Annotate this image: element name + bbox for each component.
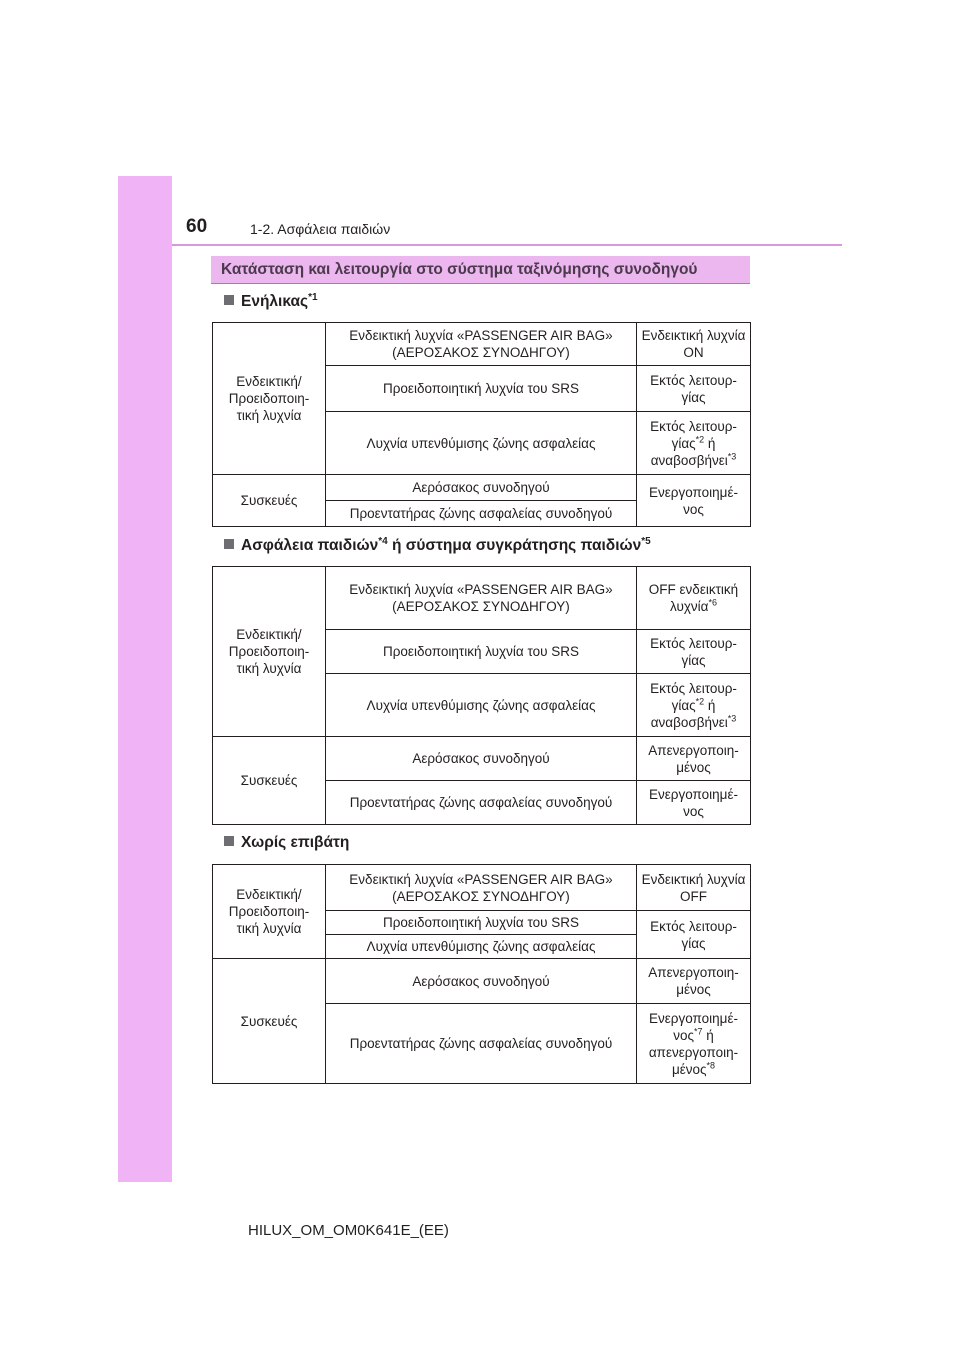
item-cell: Αερόσακος συνοδηγού (326, 475, 637, 501)
status-table-no-passenger (212, 864, 751, 1084)
group-label-devices: Συσκευές (213, 959, 326, 1084)
section-title: 1-2. Ασφάλεια παιδιών (250, 221, 391, 237)
table-row (213, 323, 751, 366)
footnote-marker: *3 (727, 713, 737, 723)
group-label-indicators: Ενδεικτική/ Προειδοποιη- τική λυχνία (213, 865, 326, 959)
header-divider (172, 244, 842, 246)
item-cell: Προεντατήρας ζώνης ασφαλείας συνοδηγού (326, 781, 637, 825)
state-text: αναβοσβήνει (650, 714, 728, 730)
state-cell: Ενδεικτική λυχνία OFF (637, 865, 751, 911)
item-cell: Αερόσακος συνοδηγού (326, 959, 637, 1004)
table-row (213, 865, 751, 911)
item-cell: Λυχνία υπενθύμισης ζώνης ασφαλείας (326, 412, 637, 475)
item-cell: Ενδεικτική λυχνία «PASSENGER AIR BAG» (ΑΕΡΟΣΑΚΟΣ ΣΥΝΟΔΗΓΟΥ) (326, 865, 637, 911)
group-label-devices: Συσκευές (213, 475, 326, 527)
table-row (213, 959, 751, 1004)
item-cell: Ενδεικτική λυχνία «PASSENGER AIR BAG» (ΑΕΡΟΣΑΚΟΣ ΣΥΝΟΔΗΓΟΥ) (326, 323, 637, 366)
footnote-marker: *5 (641, 536, 651, 547)
state-text: απενεργοποιη- μένος (648, 1044, 739, 1077)
item-cell: Λυχνία υπενθύμισης ζώνης ασφαλείας (326, 935, 637, 959)
item-cell: Αερόσακος συνοδηγού (326, 737, 637, 781)
state-text: OFF ενδεικτική λυχνία (648, 582, 739, 614)
table-row (213, 737, 751, 781)
subheading-text: ή σύστημα συγκράτησης παιδιών (387, 537, 642, 555)
square-bullet-icon (224, 539, 234, 549)
footnote-marker: *7 (693, 1026, 703, 1036)
subheading-child (224, 536, 651, 555)
state-text: Εκτός λειτουρ- γίας (650, 680, 737, 713)
status-table-adult (212, 322, 751, 527)
item-cell: Ενδεικτική λυχνία «PASSENGER AIR BAG» (ΑΕΡΟΣΑΚΟΣ ΣΥΝΟΔΗΓΟΥ) (326, 567, 637, 630)
or-text: ή (702, 1027, 714, 1043)
state-text: Εκτός λειτουρ- γίας (650, 418, 737, 451)
or-text: ή (704, 697, 716, 713)
state-cell (637, 412, 751, 475)
item-cell: Προειδοποιητική λυχνία του SRS (326, 366, 637, 412)
or-text: ή (704, 435, 716, 451)
item-cell: Λυχνία υπενθύμισης ζώνης ασφαλείας (326, 674, 637, 737)
subheading-text: Ενήλικας (241, 293, 309, 311)
group-label-indicators: Ενδεικτική/ Προειδοποιη- τική λυχνία (213, 323, 326, 475)
item-cell: Προειδοποιητική λυχνία του SRS (326, 630, 637, 674)
state-cell: Εκτός λειτουρ- γίας (637, 366, 751, 412)
footnote-marker: *4 (378, 536, 388, 547)
footnote-marker: *1 (308, 292, 318, 303)
group-label-devices: Συσκευές (213, 737, 326, 825)
state-cell: Ενδεικτική λυχνία ON (637, 323, 751, 366)
page-number: 60 (186, 216, 208, 237)
state-cell: Εκτός λειτουρ- γίας (637, 630, 751, 674)
state-cell (637, 567, 751, 630)
square-bullet-icon (224, 836, 234, 846)
state-cell: Ενεργοποιημέ- νος (637, 781, 751, 825)
item-cell: Προεντατήρας ζώνης ασφαλείας συνοδηγού (326, 1004, 637, 1084)
footnote-marker: *6 (708, 597, 717, 608)
subheading-text: Ασφάλεια παιδιών (241, 537, 379, 555)
item-cell: Προειδοποιητική λυχνία του SRS (326, 911, 637, 935)
state-cell: Απενεργοποιη- μένος (637, 737, 751, 781)
state-cell (637, 674, 751, 737)
status-table-child (212, 566, 751, 825)
state-text: Ενεργοποιημέ- νος (649, 1010, 738, 1043)
section-banner: Κατάσταση και λειτουργία στο σύστημα ταξινόμησης συνοδηγού (211, 256, 750, 284)
subheading-text: Χωρίς επιβάτη (241, 834, 350, 851)
item-cell: Προεντατήρας ζώνης ασφαλείας συνοδηγού (326, 501, 637, 527)
chapter-sidebar-tab (118, 176, 172, 1182)
footnote-marker: *3 (727, 451, 737, 461)
subheading-adult (224, 292, 318, 311)
subheading-no-passenger (224, 834, 349, 852)
square-bullet-icon (224, 295, 234, 305)
footnote-marker: *8 (706, 1060, 716, 1070)
state-cell: Εκτός λειτουρ- γίας (637, 911, 751, 959)
state-cell (637, 1004, 751, 1084)
footnote-marker: *2 (695, 434, 705, 444)
footnote-marker: *2 (695, 696, 705, 706)
state-cell: Απενεργοποιη- μένος (637, 959, 751, 1004)
table-row (213, 567, 751, 630)
document-code-footer: HILUX_OM_OM0K641E_(EE) (248, 1222, 449, 1239)
state-cell: Ενεργοποιημέ- νος (637, 475, 751, 527)
table-row (213, 475, 751, 501)
state-text: αναβοσβήνει (650, 452, 728, 468)
group-label-indicators: Ενδεικτική/ Προειδοποιη- τική λυχνία (213, 567, 326, 737)
